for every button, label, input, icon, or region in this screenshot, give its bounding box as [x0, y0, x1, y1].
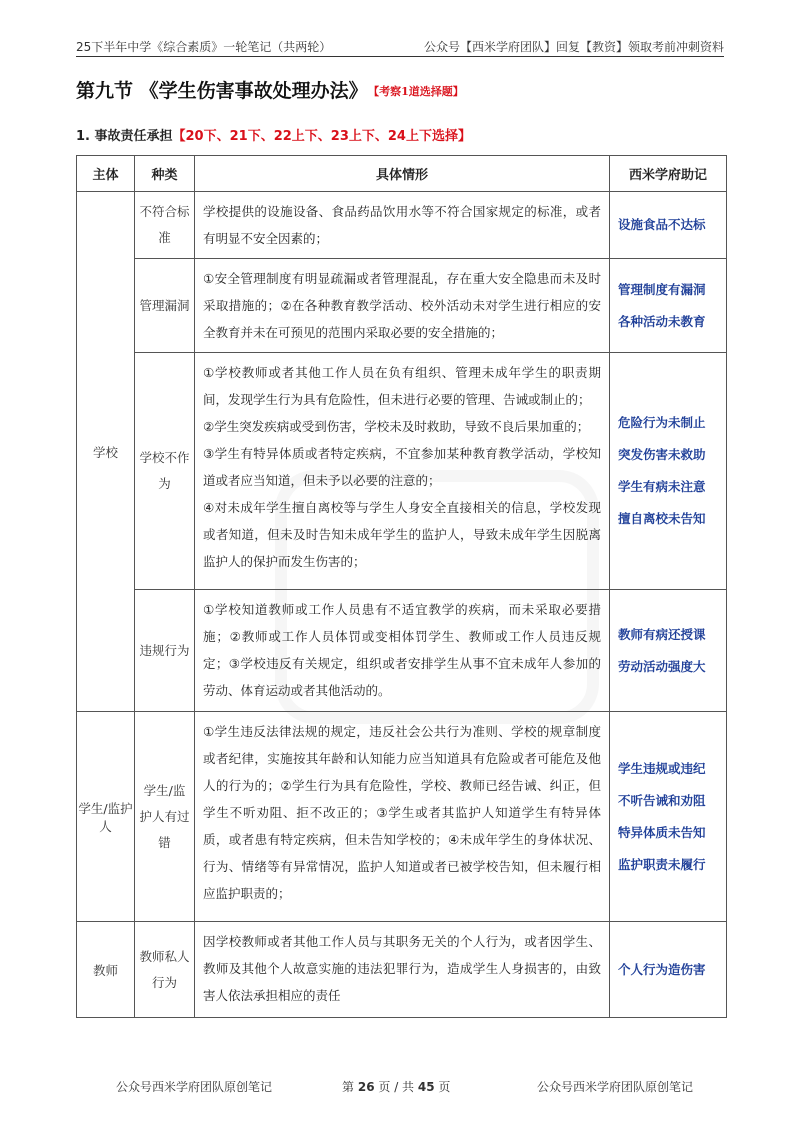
footer-left-text: 公众号西米学府团队原创笔记	[116, 1080, 273, 1094]
memo-line: 劳动活动强度大	[618, 658, 706, 674]
row-situation	[195, 922, 610, 1018]
memo-line: 管理制度有漏洞	[618, 281, 706, 297]
situation-line: 学校提供的设施设备、食品药品饮用水等不符合国家规定的标准，或者有明显不安全因素的；	[203, 204, 601, 246]
situation-line: ④对未成年学生擅自离校等与学生人身安全直接相关的信息，学校发现或者知道，但未及时告知未成年学生的监护人，导致未成年学生因脱离监护人的保护而发生伤害的；	[203, 500, 601, 569]
row-category: 管理漏洞	[135, 259, 195, 353]
situation-line: ③学生有特异体质或者特定疾病，不宜参加某种教育教学活动，学校知道或者应当知道，但未予以必要的注意的；	[203, 446, 601, 488]
row-memo	[610, 712, 727, 922]
memo-line: 不听告诫和劝阻	[618, 792, 706, 808]
row-memo	[610, 192, 727, 259]
subsection-heading	[76, 125, 471, 144]
table-row	[77, 590, 727, 712]
situation-line: ①学生违反法律法规的规定，违反社会公共行为准则、学校的规章制度或者纪律，实施按其年龄和认知能力应当知道具有危险或者可能危及他人的行为的；②学生行为具有危险性，学校、教师已经告诫、纠正，但学生不听劝阻、拒不改正的；③学生或者其监护人知道学生有特异体质，或者患有特定疾病，但未告知学校的；④未成年学生的身体状况、行为、情绪等有异常情况，监护人知道或者已被学校告知，但未履行相应监护职责的；	[203, 724, 601, 901]
row-category: 学生/监护人有过错	[135, 712, 195, 922]
row-category: 学校不作为	[135, 353, 195, 590]
group-student: 学生/监护人	[77, 712, 135, 922]
row-memo	[610, 259, 727, 353]
row-category: 不符合标准	[135, 192, 195, 259]
row-situation	[195, 712, 610, 922]
row-category: 违规行为	[135, 590, 195, 712]
memo-line: 学生有病未注意	[618, 479, 706, 494]
memo-line: 学生违规或违纪	[618, 760, 706, 776]
situation-line: ①学校教师或者其他工作人员在负有组织、管理未成年学生的职责期间，发现学生行为具有危险性，但未进行必要的管理、告诫或制止的；	[203, 365, 601, 407]
row-category: 教师私人行为	[135, 922, 195, 1018]
memo-line: 设施食品不达标	[618, 217, 706, 232]
table-row	[77, 259, 727, 353]
situation-line: ①安全管理制度有明显疏漏或者管理混乱，存在重大安全隐患而未及时采取措施的；②在各种教育教学活动、校外活动未对学生进行相应的安全教育并未在可预见的范围内采取必要的安全措施的；	[203, 271, 601, 340]
memo-line: 监护职责未履行	[618, 856, 706, 872]
situation-line: ①学校知道教师或工作人员患有不适宜教学的疾病，而未采取必要措施；②教师或工作人员体罚或变相体罚学生、教师或工作人员违反规定；③学校违反有关规定，组织或者安排学生从事不宜未成年人参加的劳动、体育运动或者其他活动的。	[203, 602, 601, 698]
row-memo	[610, 353, 727, 590]
row-situation	[195, 590, 610, 712]
header-left-text: 25下半年中学《综合素质》一轮笔记（共两轮）	[76, 40, 332, 54]
memo-line: 特异体质未告知	[618, 824, 706, 840]
header-subject: 主体	[77, 156, 135, 192]
page-header	[76, 36, 724, 57]
footer-right-text: 公众号西米学府团队原创笔记	[537, 1080, 694, 1094]
group-school: 学校	[77, 192, 135, 712]
page-current: 26	[357, 1080, 375, 1094]
row-memo	[610, 590, 727, 712]
table-row	[77, 712, 727, 922]
liability-table	[76, 155, 727, 1018]
row-memo	[610, 922, 727, 1018]
table-header-row	[77, 156, 727, 192]
header-category: 种类	[135, 156, 195, 192]
exam-years: 【20下、21下、22上下、23上下、24上下选择】	[172, 129, 471, 144]
section-title-text: 第九节 《学生伤害事故处理办法》	[76, 80, 368, 102]
memo-line: 擅自离校未告知	[618, 511, 706, 526]
memo-line: 突发伤害未救助	[618, 447, 706, 462]
row-situation	[195, 353, 610, 590]
page-suffix: 页	[438, 1080, 451, 1094]
page-number	[342, 1078, 450, 1095]
section-title	[76, 76, 464, 103]
memo-line: 各种活动未教育	[618, 313, 706, 329]
row-situation	[195, 259, 610, 353]
table-row	[77, 922, 727, 1018]
table-row	[77, 353, 727, 590]
row-situation	[195, 192, 610, 259]
header-memo: 西米学府助记	[610, 156, 727, 192]
memo-line: 个人行为造伤害	[618, 961, 706, 977]
situation-line: 因学校教师或者其他工作人员与其职务无关的个人行为，或者因学生、教师及其他个人故意实施的违法犯罪行为，造成学生人身损害的，由致害人依法承担相应的责任	[203, 934, 601, 1003]
subsection-title: 1. 事故责任承担	[76, 129, 173, 144]
memo-line: 危险行为未制止	[618, 415, 706, 430]
page-mid: 页 / 共	[378, 1080, 415, 1094]
header-right-text: 公众号【西米学府团队】回复【教资】领取考前冲刺资料	[423, 40, 724, 54]
page-prefix: 第	[342, 1080, 355, 1094]
exam-tag: 【考察1道选择题】	[373, 85, 464, 98]
table-row	[77, 192, 727, 259]
situation-line: ②学生突发疾病或受到伤害，学校未及时救助，导致不良后果加重的；	[203, 419, 590, 434]
page-total: 45	[417, 1080, 435, 1094]
header-situation: 具体情形	[195, 156, 610, 192]
memo-line: 教师有病还授课	[618, 626, 706, 642]
group-teacher: 教师	[77, 922, 135, 1018]
